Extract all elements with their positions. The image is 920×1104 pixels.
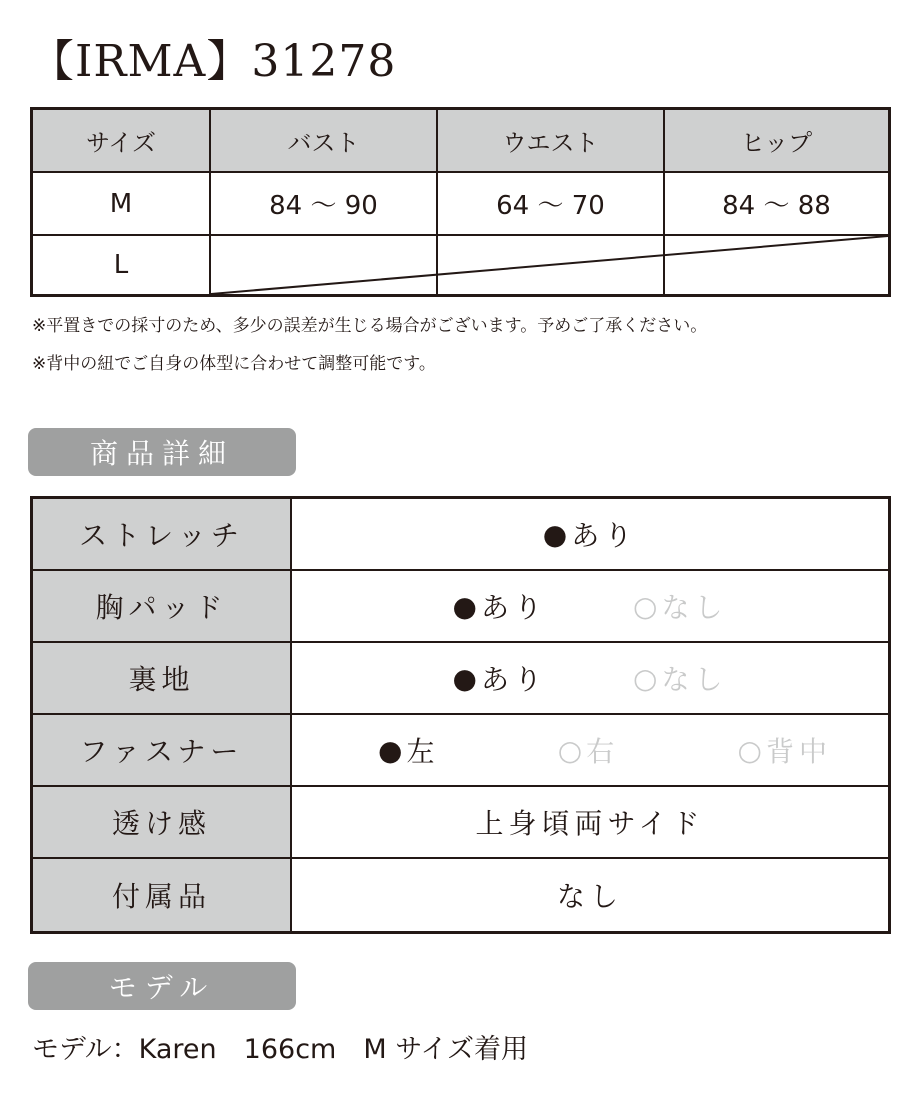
details-table (30, 496, 891, 934)
size-l-waist (438, 236, 665, 294)
empty-circle-icon: ○ (737, 733, 762, 767)
note-adjustable: ※背中の紐でご自身の体型に合わせて調整可能です。 (32, 354, 436, 374)
size-l-label: L (33, 236, 211, 294)
filled-circle-icon: ● (542, 517, 568, 551)
size-header-waist: ウエスト (438, 110, 665, 173)
model-section-label: モデル (28, 962, 296, 1010)
details-section-label: 商品詳細 (28, 428, 296, 476)
size-m-label: M (33, 173, 211, 236)
detail-value-bust-pad (292, 571, 888, 643)
detail-value-fastener (292, 715, 888, 787)
detail-value-sheer: 上身頃両サイド (292, 787, 888, 859)
page-title: 【IRMA】31278 (30, 36, 397, 87)
option-fastener-left: ● 左 (378, 733, 440, 768)
detail-value-lining (292, 643, 888, 715)
filled-circle-icon: ● (452, 589, 477, 623)
empty-circle-icon: ○ (557, 733, 583, 767)
option-fastener-back: ○ 背中 (737, 733, 832, 768)
size-header-hip: ヒップ (665, 110, 888, 173)
option-bust-pad-yes: ● あり (452, 589, 547, 624)
detail-label-accessories: 付属品 (33, 859, 292, 931)
filled-circle-icon: ● (452, 661, 477, 695)
option-stretch-yes: ● あり (542, 517, 638, 552)
detail-label-fastener: ファスナー (33, 715, 292, 787)
note-measurement: ※平置きでの採寸のため、多少の誤差が生じる場合がございます。予めご了承ください。 (32, 316, 708, 336)
size-header-bust: バスト (211, 110, 438, 173)
size-m-bust: 84 〜 90 (211, 173, 438, 236)
option-lining-no: ○ なし (633, 661, 728, 696)
option-bust-pad-no: ○ なし (633, 589, 728, 624)
size-m-hip: 84 〜 88 (665, 173, 888, 236)
size-l-bust (211, 236, 438, 294)
detail-value-accessories: なし (556, 880, 623, 913)
empty-circle-icon: ○ (633, 661, 658, 695)
detail-label-stretch: ストレッチ (33, 499, 292, 571)
filled-circle-icon: ● (378, 733, 403, 767)
size-l-hip (665, 236, 888, 294)
empty-circle-icon: ○ (633, 589, 658, 623)
size-header-size: サイズ (33, 110, 211, 173)
size-table (30, 107, 891, 297)
model-info: モデル：Karen 166cm M サイズ着用 (32, 1034, 529, 1065)
detail-label-lining: 裏地 (33, 643, 292, 715)
detail-value-stretch (292, 499, 888, 571)
detail-label-sheer: 透け感 (33, 787, 292, 859)
option-fastener-right: ○ 右 (557, 733, 620, 768)
detail-label-bust-pad: 胸パッド (33, 571, 292, 643)
size-m-waist: 64 〜 70 (438, 173, 665, 236)
option-lining-yes: ● あり (452, 661, 547, 696)
